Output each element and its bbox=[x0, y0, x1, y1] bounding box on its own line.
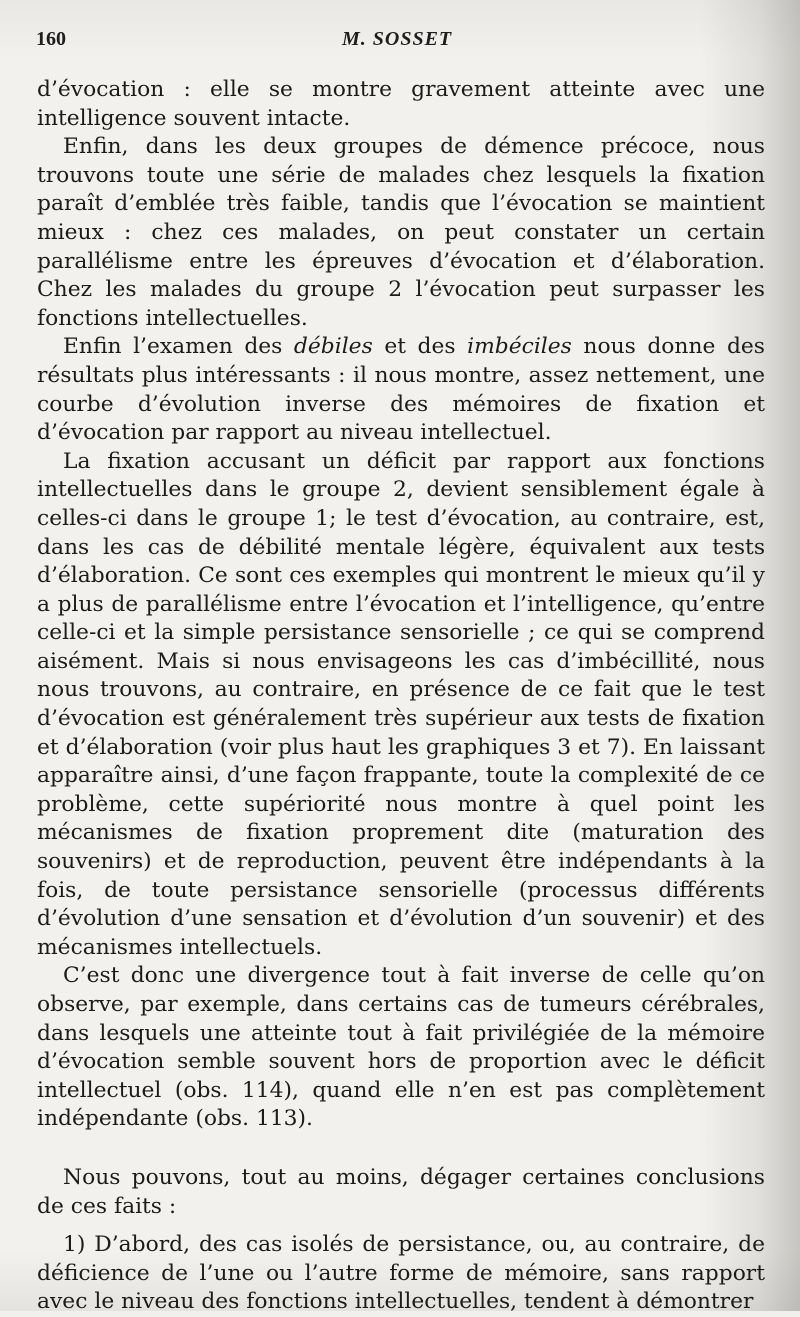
paragraph-3-text-c: nous donne des résultats plus intéressants : il nous montre, assez nettement, une courbe d’évolution inverse des mémoires de fixation et d’évocation par rapport au niveau intellectuel. bbox=[37, 334, 765, 446]
page-number: 160 bbox=[36, 28, 66, 50]
paragraph-3 bbox=[37, 333, 765, 447]
term-imbeciles: imbéciles bbox=[467, 334, 572, 360]
paragraph-2: Enfin, dans les deux groupes de démence précoce, nous trouvons toute une série de malades chez lesquels la fixation paraît d’emblée très faible, tandis que l’évocation se maintient mieux : chez ces malades, on peut constater un certain parallélisme entre les épreuves d’évocation et d’élaboration. Chez les malades du groupe 2 l’évocation peut surpasser les fonctions intellectuelles. bbox=[37, 134, 765, 331]
paragraph-1: d’évocation : elle se montre gravement atteinte avec une intelligence souvent intacte. bbox=[37, 77, 765, 131]
paragraph-7: 1) D’abord, des cas isolés de persistance, ou, au contraire, de déficience de l’une ou l’autre forme de mémoire, sans rapport avec le niveau des fonctions intellectuelles, tendent à démontrer bbox=[37, 1232, 765, 1315]
running-title: M. SOSSET bbox=[342, 28, 453, 50]
paragraph-3-text-a: Enfin l’examen des bbox=[63, 334, 294, 360]
running-head bbox=[36, 28, 764, 54]
paragraph-3-text-b: et des bbox=[372, 334, 468, 360]
body-text bbox=[37, 76, 765, 1317]
paragraph-4: La fixation accusant un déficit par rapport aux fonctions intellectuelles dans le groupe 2, devient sensiblement égale à celles-ci dans le groupe 1; le test d’évocation, au contraire, est, dans les cas de débilité mentale légère, équivalent aux tests d’élaboration. Ce sont ces exemples qui montrent le mieux qu’il y a plus de parallélisme entre l’évocation et l’intelligence, qu’entre celle-ci et la simple persistance sensorielle ; ce qui se comprend aisément. Mais si nous envisageons les cas d’imbécillité, nous nous trouvons, au contraire, en présence de ce fait que le test d’évocation est généralement très supérieur aux tests de fixation et d’élaboration (voir plus haut les graphiques 3 et 7). En laissant apparaître ainsi, d’une façon frappante, toute la complexité de ce problème, cette supériorité nous montre à quel point les mécanismes de fixation proprement dite (maturation des souvenirs) et de reproduction, peuvent être indépendants à la fois, de toute persistance sensorielle (processus différents d’évolution d’une sensation et d’évolution d’un souvenir) et des mécanismes intellectuels. bbox=[37, 448, 765, 960]
paragraph-5: C’est donc une divergence tout à fait inverse de celle qu’on observe, par exemple, dans certains cas de tumeurs cérébrales, dans lesquels une atteinte tout à fait privilégiée de la mémoire d’évocation semble souvent hors de proportion avec le déficit intellectuel (obs. 114), quand elle n’en est pas complètement indépendante (obs. 113). bbox=[37, 963, 765, 1132]
paragraph-6: Nous pouvons, tout au moins, dégager certaines conclusions de ces faits : bbox=[37, 1164, 765, 1219]
term-debiles: débiles bbox=[293, 334, 373, 360]
